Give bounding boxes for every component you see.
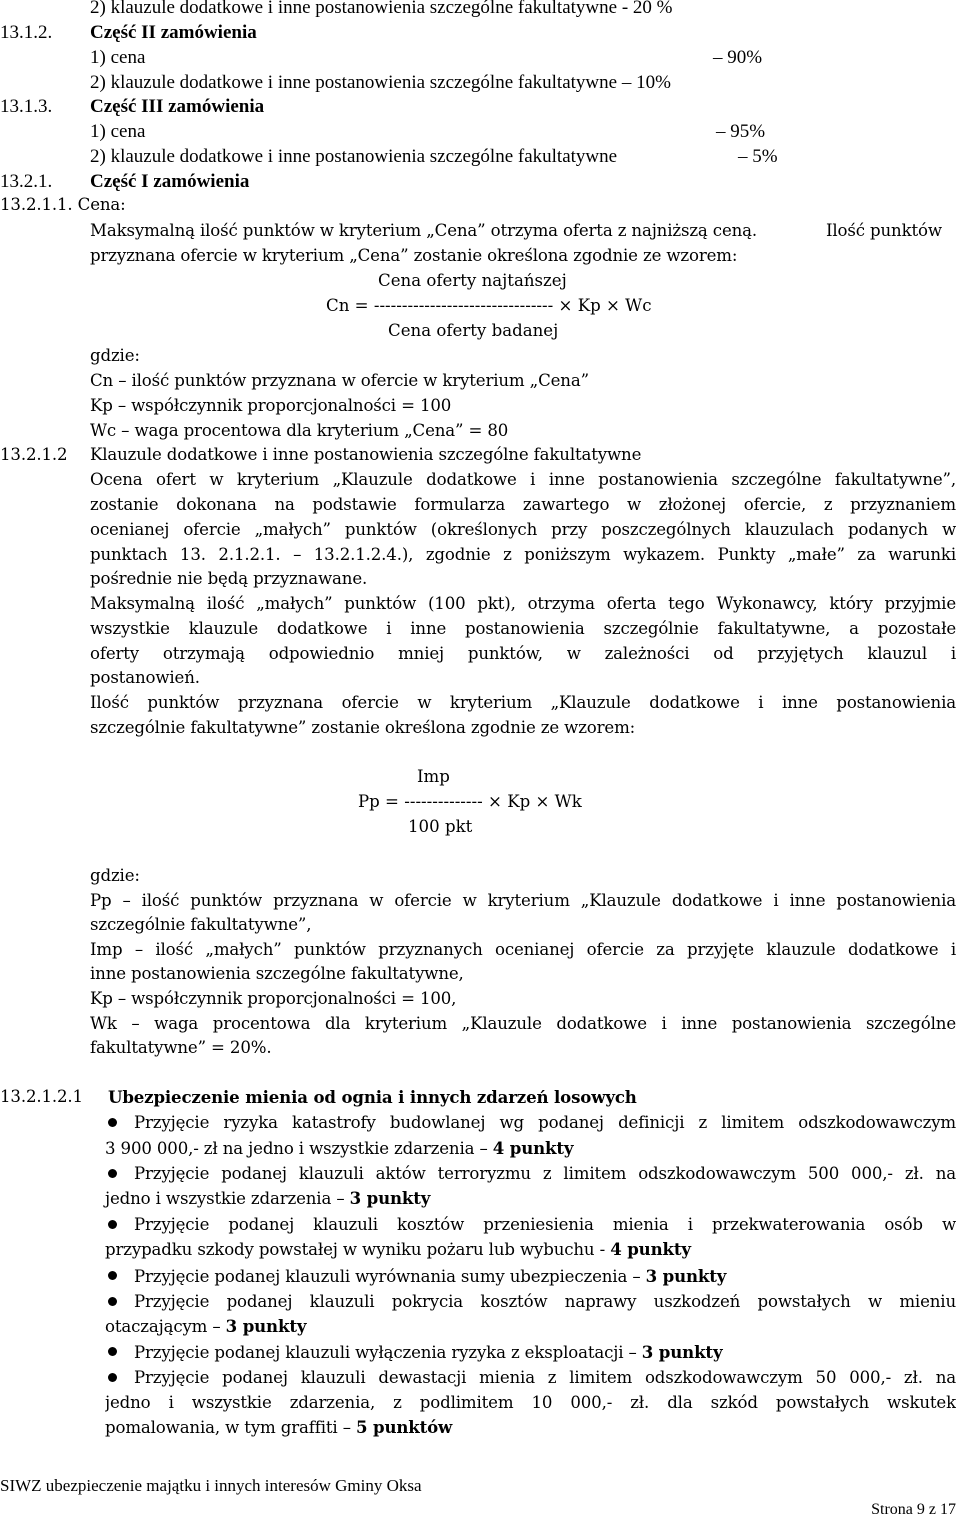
bullet-line: 3 900 000,- zł na jedno i wszystkie zdarzenia – 4 punkty (105, 1138, 574, 1158)
definition-wc: Wc – waga procentowa dla kryterium „Cena” = 80 (90, 421, 509, 440)
section-title: Klauzule dodatkowe i inne postanowienia szczególne fakultatywne (90, 445, 642, 464)
subsection-label: 13.2.1.1. Cena: (0, 195, 126, 214)
paragraph-line: Maksymalną ilość „małych” punktów (100 pkt), otrzyma oferta tego Wykonawcy, który przyjmie (90, 594, 956, 613)
list-item-label: 1) cena (90, 47, 146, 68)
definition-wk-cont: fakultatywne” = 20%. (90, 1038, 272, 1057)
paragraph-line: przyznana ofercie w kryterium „Cena” zostanie określona zgodnie ze wzorem: (90, 246, 738, 265)
section-number: 13.2.1.2 (0, 445, 68, 464)
points-value: 4 punkty (492, 1138, 574, 1158)
paragraph-line: ocenianej ofercie „małych” punktów (określonych przy poszczególnych klauzulach podanych w (90, 520, 956, 539)
list-item-value: – 5% (738, 146, 778, 167)
section-number: 13.1.2. (0, 22, 53, 43)
section-title: Część II zamówienia (90, 22, 257, 43)
s12-item2: 2) klauzule dodatkowe i inne postanowienia szczególne fakultatywne - 20 % (90, 0, 673, 18)
paragraph-line: wszystkie klauzule dodatkowe i inne postanowienia szczególnie fakultatywne, a pozostałe (90, 619, 956, 638)
bullet-icon (108, 1347, 117, 1356)
section-number: 13.2.1.2.1 (0, 1087, 83, 1106)
bullet-icon (108, 1220, 117, 1229)
bullet-line: pomalowania, w tym graffiti – 5 punktów (105, 1417, 453, 1437)
bullet-line: otaczającym – 3 punkty (105, 1316, 307, 1336)
paragraph-line: zostanie dokonana na podstawie formularza zawartego w złożonej ofercie, z przyznaniem (90, 495, 956, 514)
points-value: 3 punkty (225, 1316, 307, 1336)
formula-main: Pp = -------------- × Kp × Wk (358, 792, 582, 811)
paragraph-line: oferty otrzymają odpowiednio mniej punktów, w zależności od przyjętych klauzul i (90, 644, 956, 663)
list-item-label: 1) cena (90, 121, 146, 142)
paragraph-line: Ocena ofert w kryterium „Klauzule dodatkowe i inne postanowienia szczególne fakultatywne”, (90, 470, 956, 489)
definition-kp: Kp – współczynnik proporcjonalności = 100, (90, 989, 457, 1008)
paragraph-line: Ilość punktów (826, 221, 942, 240)
bullet-icon (108, 1118, 117, 1127)
paragraph-line: szczególnie fakultatywne” zostanie określona zgodnie ze wzorem: (90, 718, 636, 737)
page-number: Strona 9 z 17 (871, 1501, 956, 1518)
paragraph-line: Maksymalną ilość punktów w kryterium „Cena” otrzyma oferta z najniższą ceną. (90, 221, 758, 240)
definition-wk: Wk – waga procentowa dla kryterium „Klauzule dodatkowe i inne postanowienia szczególne (90, 1014, 956, 1033)
formula-main: Cn = -------------------------------- × Kp × Wc (326, 296, 652, 315)
definition-kp: Kp – współczynnik proporcjonalności = 100 (90, 396, 452, 415)
list-item-value: – 95% (716, 121, 766, 142)
paragraph-line: pośrednie nie będą przyznawane. (90, 569, 368, 588)
gdzie-label: gdzie: (90, 346, 140, 365)
bullet-icon (108, 1169, 117, 1178)
paragraph-line: Ilość punktów przyznana ofercie w kryterium „Klauzule dodatkowe i inne postanowienia (90, 693, 956, 712)
definition-imp: Imp – ilość „małych” punktów przyznanych ocenianej ofercie za przyjęte klauzule dodatkowe i (90, 940, 956, 959)
bullet-line: Przyjęcie podanej klauzuli wyłączenia ryzyka z eksploatacji – 3 punkty (134, 1342, 723, 1362)
paragraph-line: postanowień. (90, 668, 200, 687)
bullet-line: Przyjęcie podanej klauzuli dewastacji mienia z limitem odszkodowawczym 50 000,- zł. na (134, 1368, 956, 1387)
formula-numerator: Imp (417, 767, 450, 786)
bullet-line: przypadku szkody powstałej w wyniku pożaru lub wybuchu - 4 punkty (105, 1239, 691, 1259)
points-value: 3 punkty (645, 1266, 727, 1286)
bullet-line: Przyjęcie podanej klauzuli wyrównania sumy ubezpieczenia – 3 punkty (134, 1266, 727, 1286)
definition-pp-cont: szczególnie fakultatywne”, (90, 915, 312, 934)
list-item: 2) klauzule dodatkowe i inne postanowienia szczególne fakultatywne – 10% (90, 72, 671, 93)
section-title: Część III zamówienia (90, 96, 265, 117)
points-value: 3 punkty (349, 1188, 431, 1208)
section-number: 13.2.1. (0, 171, 53, 192)
list-item-value: – 90% (713, 47, 763, 68)
bullet-line: Przyjęcie ryzyka katastrofy budowlanej wg podanej definicji z limitem odszkodowawczym (134, 1113, 956, 1132)
paragraph-line: punktach 13. 2.1.2.1. – 13.2.1.2.4.), zgodnie z poniższym wykazem. Punkty „małe” za warunki (90, 545, 956, 564)
bullet-icon (108, 1373, 117, 1382)
list-item-label: 2) klauzule dodatkowe i inne postanowienia szczególne fakultatywne (90, 146, 618, 167)
formula-denominator: 100 pkt (408, 817, 473, 836)
bullet-icon (108, 1271, 117, 1280)
bullet-line: Przyjęcie podanej klauzuli kosztów przeniesienia mienia i przekwaterowania osób w (134, 1215, 956, 1234)
footer-title: SIWZ ubezpieczenie majątku i innych interesów Gminy Oksa (0, 1476, 422, 1495)
definition-cn: Cn – ilość punktów przyznana w ofercie w kryterium „Cena” (90, 371, 589, 390)
definition-pp: Pp – ilość punktów przyznana w ofercie w kryterium „Klauzule dodatkowe i inne postanowienia (90, 891, 956, 910)
definition-imp-cont: inne postanowienia szczególne fakultatywne, (90, 964, 464, 983)
bullet-line: Przyjęcie podanej klauzuli pokrycia kosztów naprawy uszkodzeń powstałych w mieniu (134, 1292, 956, 1311)
section-title: Ubezpieczenie mienia od ognia i innych zdarzeń losowych (108, 1087, 637, 1107)
bullet-icon (108, 1297, 117, 1306)
points-value: 5 punktów (355, 1417, 453, 1437)
bullet-line: Przyjęcie podanej klauzuli aktów terroryzmu z limitem odszkodowawczym 500 000,- zł. na (134, 1164, 956, 1183)
points-value: 4 punkty (610, 1239, 691, 1259)
points-value: 3 punkty (641, 1342, 723, 1362)
gdzie-label: gdzie: (90, 866, 140, 885)
formula-numerator: Cena oferty najtańszej (378, 271, 567, 290)
bullet-line: jedno i wszystkie zdarzenia – 3 punkty (105, 1188, 431, 1208)
bullet-line: jedno i wszystkie zdarzenia, z podlimitem 10 000,- zł. dla szkód powstałych wskutek (105, 1393, 956, 1412)
formula-denominator: Cena oferty badanej (388, 321, 559, 340)
section-number: 13.1.3. (0, 96, 53, 117)
section-title: Część I zamówienia (90, 171, 250, 192)
